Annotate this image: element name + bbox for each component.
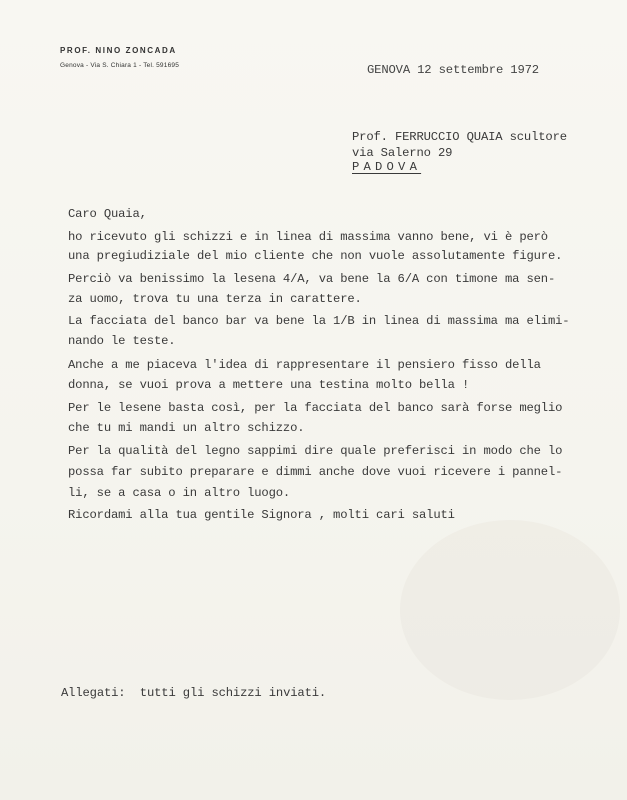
letter-line: nando le teste. bbox=[68, 334, 176, 348]
letter-line: che tu mi mandi un altro schizzo. bbox=[68, 421, 305, 435]
letter-line: Perciò va benissimo la lesena 4/A, va bene la 6/A con timone ma sen- bbox=[68, 272, 556, 286]
letter-line: Per la qualità del legno sappimi dire quale preferisci in modo che lo bbox=[68, 444, 563, 458]
letter-line: ho ricevuto gli schizzi e in linea di massima vanno bene, vi è però bbox=[68, 230, 548, 244]
letter-line: La facciata del banco bar va bene la 1/B in linea di massima ma elimi- bbox=[68, 314, 570, 328]
letterhead bbox=[60, 46, 179, 69]
letter-date: GENOVA 12 settembre 1972 bbox=[367, 63, 539, 77]
letter-line: Caro Quaia, bbox=[68, 207, 147, 221]
letter-line: Anche a me piaceva l'idea di rappresentare il pensiero fisso della bbox=[68, 358, 541, 372]
paper-stain bbox=[400, 520, 620, 700]
letter-line: li, se a casa o in altro luogo. bbox=[68, 486, 291, 500]
letterhead-address: Genova - Via S. Chiara 1 - Tel. 591695 bbox=[60, 62, 180, 69]
recipient-city: PADOVA bbox=[352, 160, 422, 174]
recipient-name: Prof. FERRUCCIO QUAIA scultore bbox=[352, 130, 567, 144]
letterhead-name: PROF. NINO ZONCADA bbox=[60, 46, 177, 55]
attachments-line: Allegati: tutti gli schizzi inviati. bbox=[61, 686, 327, 700]
letter-line: Per le lesene basta così, per la facciata del banco sarà forse meglio bbox=[68, 401, 563, 415]
letter-line: possa far subito preparare e dimmi anche dove vuoi ricevere i pannel- bbox=[68, 465, 563, 479]
letter-line: donna, se vuoi prova a mettere una testina molto bella ! bbox=[68, 378, 470, 392]
letter-line: una pregiudiziale del mio cliente che non vuole assolutamente figure. bbox=[68, 249, 563, 263]
recipient-street: via Salerno 29 bbox=[352, 146, 453, 160]
letter-line: Ricordami alla tua gentile Signora , molti cari saluti bbox=[68, 508, 455, 522]
letter-line: za uomo, trova tu una terza in carattere. bbox=[68, 292, 362, 306]
